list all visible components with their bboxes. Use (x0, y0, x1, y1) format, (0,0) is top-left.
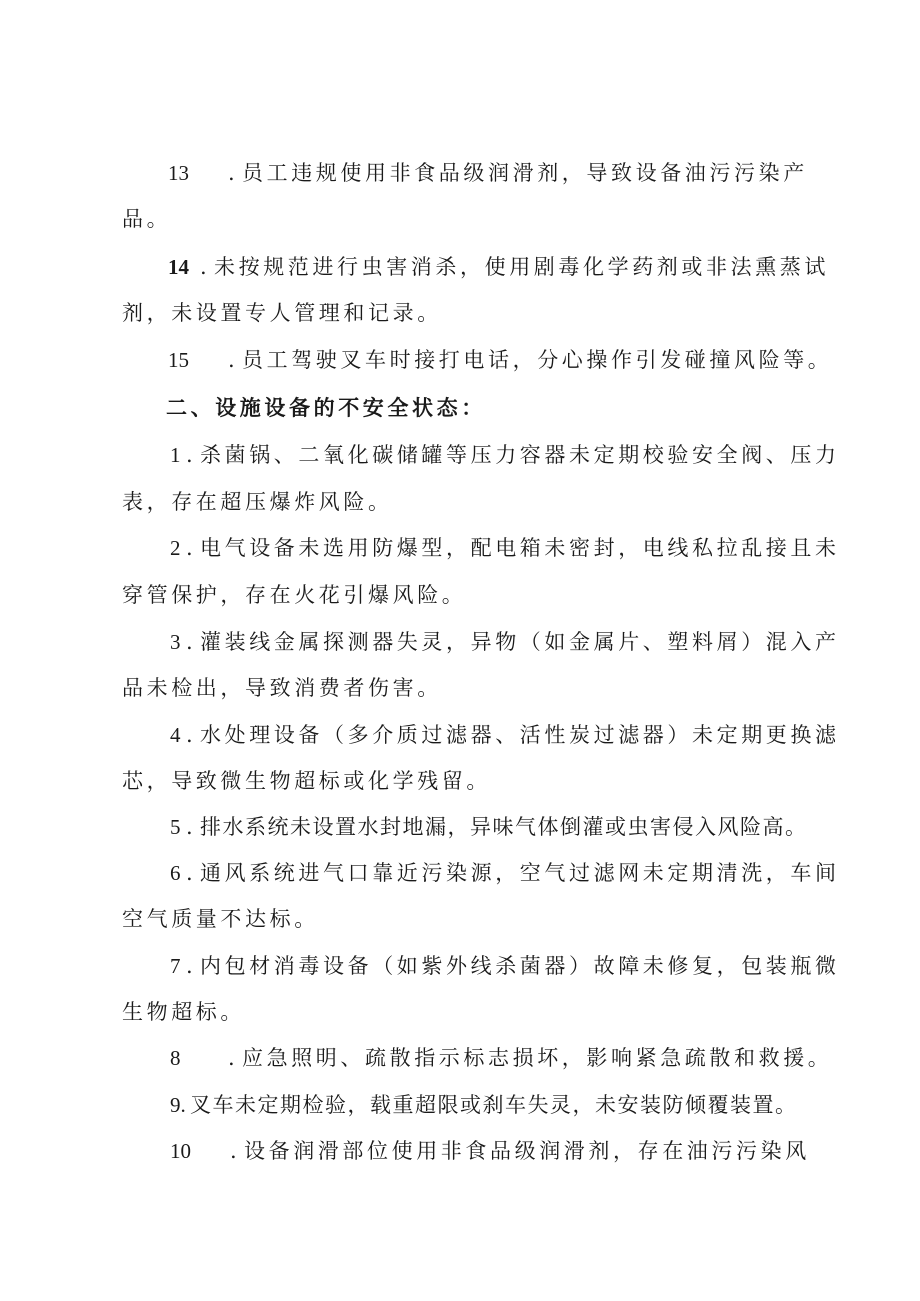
item-separator: . (228, 348, 239, 372)
item-number: 13 (168, 161, 189, 185)
item-separator: . (186, 630, 197, 654)
item-separator: . (186, 723, 197, 747)
item-number: 7 (170, 954, 181, 978)
item-separator: . (186, 954, 197, 978)
item-separator: . (230, 1139, 241, 1163)
item-text-continued: 芯，导致微生物超标或化学残留。 (122, 769, 491, 793)
item-text: 水处理设备（多介质过滤器、活性炭过滤器）未定期更换滤 (200, 723, 840, 747)
item-separator: . (228, 161, 239, 185)
item-text: 排水系统未设置水封地漏，异味气体倒灌或虫害侵入风险高。 (200, 815, 808, 839)
item-number: 2 (170, 536, 181, 560)
item-separator: . (186, 861, 197, 885)
item-number: 1 (170, 443, 181, 467)
item-text: 通风系统进气口靠近污染源，空气过滤网未定期清洗，车间 (200, 861, 840, 885)
item-text: 杀菌锅、二氧化碳储罐等压力容器未定期校验安全阀、压力 (200, 443, 840, 467)
item-text: 未按规范进行虫害消杀，使用剧毒化学药剂或非法熏蒸试 (214, 255, 829, 279)
item-text: 叉车未定期检验，载重超限或刹车失灵，未安装防倾覆装置。 (190, 1093, 798, 1117)
item-separator: . (186, 815, 197, 839)
item-number: 4 (170, 723, 181, 747)
item-text-continued: 品未检出，导致消费者伤害。 (122, 676, 442, 700)
item-number: 10 (170, 1139, 191, 1163)
item-text-continued: 生物超标。 (122, 1000, 245, 1024)
item-text: 设备润滑部位使用非食品级润滑剂，存在油污污染风 (244, 1139, 810, 1163)
item-text: 电气设备未选用防爆型，配电箱未密封，电线私拉乱接且未 (200, 536, 840, 560)
item-text: 应急照明、疏散指示标志损坏，影响紧急疏散和救援。 (242, 1046, 833, 1070)
section-heading-text: 二、设施设备的不安全状态： (166, 395, 486, 420)
item-text-continued: 空气质量不达标。 (122, 907, 319, 931)
item-number: 6 (170, 861, 181, 885)
item-number: 3 (170, 630, 181, 654)
item-text: 员工驾驶叉车时接打电话，分心操作引发碰撞风险等。 (242, 348, 833, 372)
item-separator: . (200, 255, 211, 279)
item-separator: . (228, 1046, 239, 1070)
item-number: 14 (168, 255, 189, 279)
item-text-continued: 穿管保护，存在火花引爆风险。 (122, 583, 467, 607)
item-text-continued: 表，存在超压爆炸风险。 (122, 490, 393, 514)
item-text: 灌装线金属探测器失灵，异物（如金属片、塑料屑）混入产 (200, 630, 840, 654)
item-text: 内包材消毒设备（如紫外线杀菌器）故障未修复，包装瓶微 (200, 954, 840, 978)
item-text-continued: 品。 (122, 207, 172, 231)
item-number: 5 (170, 815, 181, 839)
item-text-continued: 剂，未设置专人管理和记录。 (122, 301, 442, 325)
item-text: 员工违规使用非食品级润滑剂，导致设备油污污染产 (242, 161, 808, 185)
item-number: 8 (170, 1046, 181, 1070)
item-separator: . (186, 536, 197, 560)
item-number: 9. (170, 1093, 186, 1117)
item-number: 15 (168, 348, 189, 372)
item-separator: . (186, 443, 197, 467)
